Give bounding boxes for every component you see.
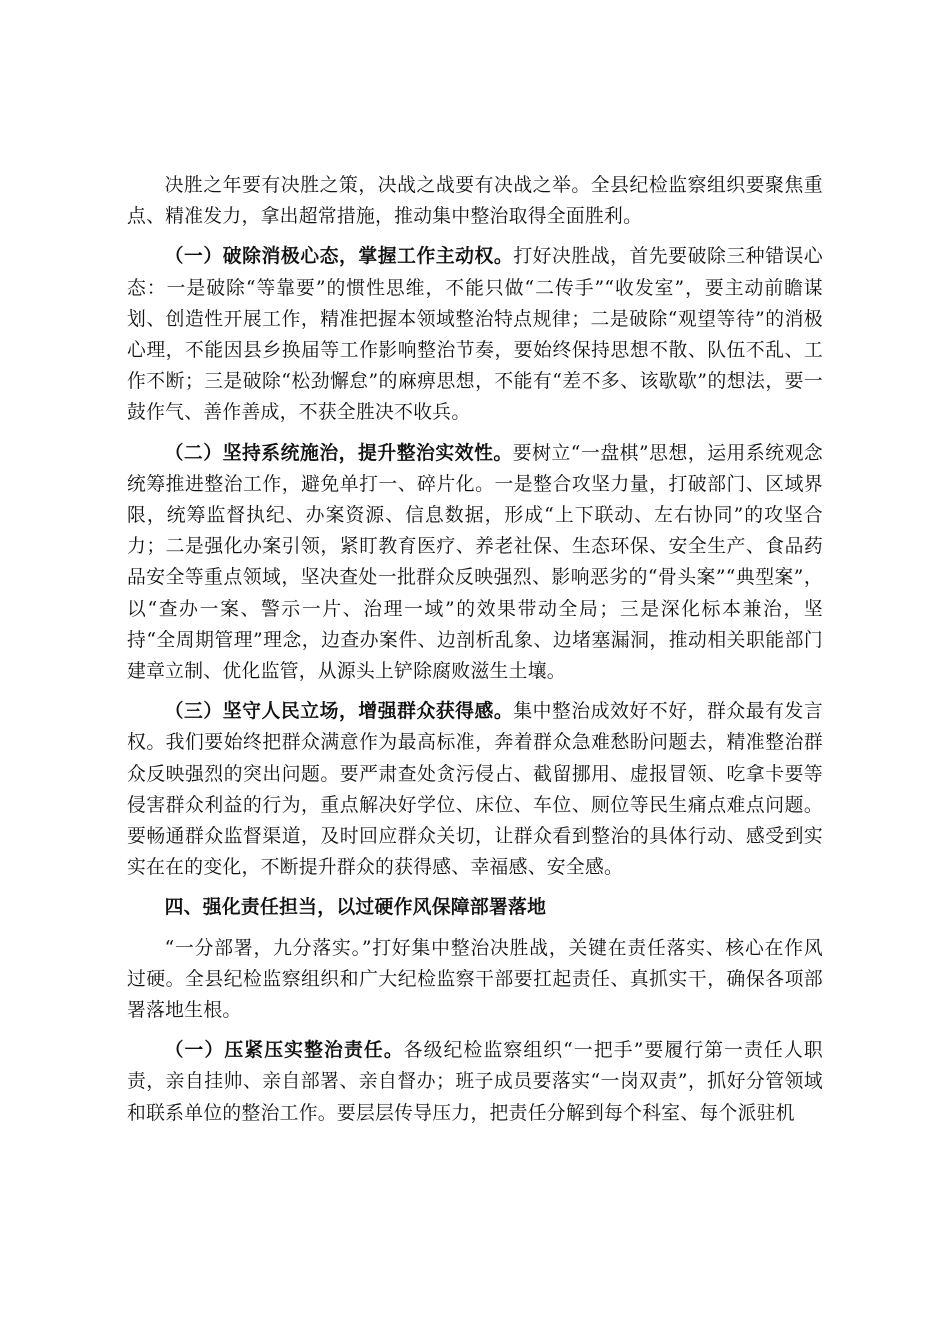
paragraph-point-3 xyxy=(127,696,823,883)
document-body xyxy=(127,170,823,1138)
paragraph-text: 集中整治成效好不好，群众最有发言权。我们要始终把群众满意作为最高标准，奔着群众急难愁盼问题去，精准整治群众反映强烈的突出问题。要严肃查处贪污侵占、截留挪用、虚报冒领、吃拿卡要等侵害群众利益的行为，重点解决好学位、床位、车位、厕位等民生痛点难点问题。要畅通群众监督渠道，及时回应群众关切，让群众看到整治的具体行动、感受到实实在在的变化，不断提升群众的获得感、幸福感、安全感。 xyxy=(127,701,823,879)
paragraph-lead: （一）压紧压实整治责任。 xyxy=(164,1040,404,1062)
paragraph-text: 要树立“一盘棋”思想，运用系统观念统筹推进整治工作，避免单打一、碎片化。一是整合攻坚力量，打破部门、区域界限，统筹监督执纪、办案资源、信息数据，形成“上下联动、左右协同”的攻坚合力；二是强化办案引领，紧盯教育医疗、养老社保、生态环保、安全生产、食品药品安全等重点领域，坚决查处一批群众反映强烈、影响恶劣的“骨头案”“典型案”，以“查办一案、警示一片、治理一域”的效果带动全局；三是深化标本兼治，坚持“全周期管理”理念，边查办案件、边剖析乱象、边堵塞漏洞，推动相关职能部门建章立制、优化监管，从源头上铲除腐败滋生土壤。 xyxy=(127,442,823,683)
paragraph-text: 决胜之年要有决胜之策，决战之战要有决战之举。全县纪检监察组织要聚焦重点、精准发力，拿出超常措施，推动集中整治取得全面胜利。 xyxy=(127,175,823,228)
paragraph-text: “一分部署，九分落实。”打好集中整治决胜战，关键在责任落实、核心在作风过硬。全县纪检监察组织和广大纪检监察干部要扛起责任、真抓实干，确保各项部署落地生根。 xyxy=(127,937,823,1022)
paragraph-lead: （一）破除消极心态，掌握工作主动权。 xyxy=(164,246,514,268)
paragraph-section-intro xyxy=(127,933,823,1027)
paragraph-point-1 xyxy=(127,241,823,428)
paragraph-intro xyxy=(127,170,823,232)
paragraph-lead: （三）坚守人民立场，增强群众获得感。 xyxy=(164,701,514,723)
section-heading: 四、强化责任担当，以过硬作风保障部署落地 xyxy=(164,897,547,919)
paragraph-text: 各级纪检监察组织“一把手”要履行第一责任人职责，亲自挂帅、亲自部署、亲自督办；班子成员要落实“一岗双责”，抓好分管领域和联系单位的整治工作。要层层传导压力，把责任分解到每个科室、每个派驻机 xyxy=(127,1040,823,1124)
paragraph-lead: （二）坚持系统施治，提升整治实效性。 xyxy=(164,442,513,464)
paragraph-text: 打好决胜战，首先要破除三种错误心态：一是破除“等靠要”的惯性思维，不能只做“二传手”“收发室”，要主动前瞻谋划、创造性开展工作，精准把握本领域整治特点规律；二是破除“观望等待”的消极心理，不能因县乡换届等工作影响整治节奏，要始终保持思想不散、队伍不乱、工作不断；三是破除“松劲懈怠”的麻痹思想，不能有“差不多、该歇歇”的想法，要一鼓作气、善作善成，不获全胜决不收兵。 xyxy=(127,246,823,424)
paragraph-point-2 xyxy=(127,438,823,688)
paragraph-section-point-1 xyxy=(127,1035,823,1129)
